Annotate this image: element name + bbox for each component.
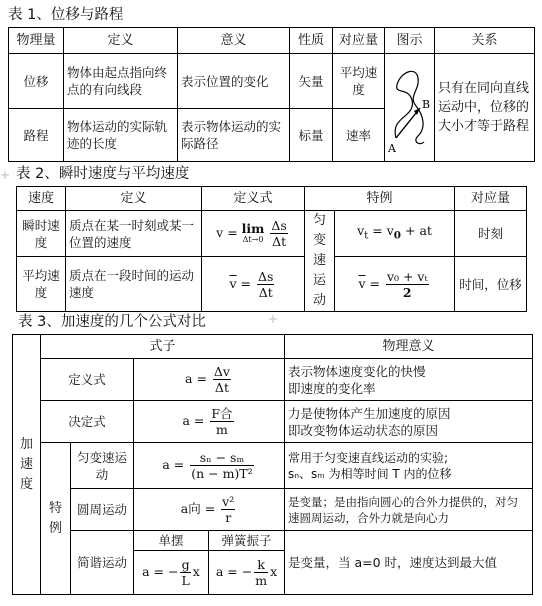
t3-sub-pendulum: 单摆 xyxy=(134,531,209,551)
t2-row-average-special xyxy=(335,257,455,312)
t3-row-decision-meaning: 力是使物体产生加速度的原因 即改变物体运动状态的原因 xyxy=(285,401,533,443)
t2-row-average-corresponding: 时间，位移 xyxy=(455,257,527,312)
formula-lhs: a = − xyxy=(142,564,179,579)
t3-special-label-text: 特例 xyxy=(48,500,62,536)
point-a-label: A xyxy=(387,141,396,155)
t3-row-definition-meaning: 表示物体速度变化的快慢 即速度的变化率 xyxy=(285,359,533,401)
table2-caption: 表 2、瞬时速度与平均速度 xyxy=(16,166,190,182)
fraction-numerator: v₀ + vₜ xyxy=(386,268,428,284)
fraction-denominator: r xyxy=(225,510,232,525)
t3-row-harmonic-meaning: 是变量，当 a=0 时，速度达到最大值 xyxy=(285,531,533,595)
limit-subscript: Δt→0 xyxy=(242,235,264,245)
t1-header-relation: 关系 xyxy=(435,28,535,54)
fraction-numerator: Δs xyxy=(271,218,287,234)
formula-lhs: a = xyxy=(182,413,205,428)
formula-equals: = xyxy=(236,275,252,291)
formula-lhs: a = xyxy=(162,457,185,472)
t2-row-average-name: 平均速度 xyxy=(17,257,66,312)
t2-header-corresponding: 对应量 xyxy=(455,187,527,211)
formula-lhs: a = xyxy=(185,371,207,386)
t1-header-nature: 性质 xyxy=(290,28,333,54)
t2-row-instant-corresponding: 时刻 xyxy=(455,211,527,257)
fraction-numerator: sₙ − sₘ xyxy=(190,450,253,466)
path-figure xyxy=(386,56,434,156)
fraction-denominator: 2 xyxy=(402,284,412,300)
fraction-denominator: Δt xyxy=(214,380,229,395)
t1-header-definition: 定义 xyxy=(64,28,178,54)
t3-header-formula: 式子 xyxy=(41,335,285,359)
formula-lhs: v = xyxy=(216,225,238,241)
t1-row-distance-nature: 标量 xyxy=(290,109,333,162)
formula-tail: x xyxy=(192,564,200,579)
t3-group-label-text: 加速度 xyxy=(19,436,33,492)
formula-mid: = v xyxy=(368,223,394,239)
t1-row-displacement-definition: 物体由起点指向终点的有向线段 xyxy=(64,54,178,109)
t3-row-circular-formula xyxy=(134,489,285,531)
formula-subscript: 0 xyxy=(393,229,402,242)
t2-row-average-formula xyxy=(202,257,305,312)
t3-pendulum-formula xyxy=(134,551,209,595)
t1-header-quantity: 物理量 xyxy=(9,28,64,54)
t3-row-decision-formula xyxy=(134,401,285,443)
plus-mark-icon: + xyxy=(0,168,11,182)
t1-header-corresponding: 对应量 xyxy=(333,28,385,54)
fraction-denominator: Δt xyxy=(272,234,287,250)
t1-row-distance-meaning: 表示物体运动的实际路径 xyxy=(178,109,290,162)
t3-special-label xyxy=(41,443,71,595)
fraction-numerator: Δs xyxy=(258,268,274,284)
t3-group-label xyxy=(13,335,41,595)
formula-tail: + at xyxy=(401,223,432,239)
t3-spring-formula xyxy=(209,551,285,595)
fraction xyxy=(210,406,233,437)
formula-lhs: $\overline{v}$ xyxy=(229,275,237,291)
limit-text: lim xyxy=(241,221,265,237)
t2-special-label-text: 匀变速运动 xyxy=(312,213,326,308)
formula-lhs: a向 = xyxy=(180,501,216,516)
t1-header-meaning: 意义 xyxy=(178,28,290,54)
t2-header-special: 特例 xyxy=(305,187,455,211)
t1-row-displacement-nature: 矢量 xyxy=(290,54,333,109)
table2 xyxy=(16,186,527,312)
t1-row-displacement-meaning: 表示位置的变化 xyxy=(178,54,290,109)
formula-lhs: v xyxy=(357,223,365,239)
fraction-denominator: m xyxy=(216,422,228,437)
fraction-denominator: Δt xyxy=(258,284,273,300)
fraction xyxy=(221,494,235,525)
formula-subscript: t xyxy=(364,229,369,242)
t1-row-distance-definition: 物体运动的实际轨迹的长度 xyxy=(64,109,178,162)
fraction-numerator: k xyxy=(254,557,268,573)
table1-caption: 表 1、位移与路程 xyxy=(8,7,124,23)
formula-tail: x xyxy=(270,564,278,579)
formula-equals: = xyxy=(365,275,380,291)
t3-sub-spring: 弹簧振子 xyxy=(209,531,285,551)
t1-row-displacement-corresponding: 平均速度 xyxy=(333,54,385,109)
t2-row-instant-name: 瞬时速度 xyxy=(17,211,66,257)
table1 xyxy=(8,27,535,162)
t1-figure-cell xyxy=(385,54,435,162)
plus-mark-icon: + xyxy=(268,312,279,326)
t2-header-speed: 速度 xyxy=(17,187,66,211)
t3-header-meaning: 物理意义 xyxy=(285,335,533,359)
t1-header-figure: 图示 xyxy=(385,28,435,54)
t3-row-decision-name: 决定式 xyxy=(41,401,134,443)
t2-row-instant-definition: 质点在某一时刻或某一位置的速度 xyxy=(66,211,202,257)
t1-row-distance-name: 路程 xyxy=(9,109,64,162)
formula-lhs: $\overline{v}$ xyxy=(358,275,366,291)
t2-header-definition: 定义 xyxy=(66,187,202,211)
t3-row-uniform-meaning: 常用于匀变速直线运动的实验; sₙ、sₘ 为相等时间 T 内的位移 xyxy=(285,443,533,489)
limit-operator xyxy=(242,223,265,244)
fraction xyxy=(190,450,253,481)
fraction-numerator: F合 xyxy=(211,406,233,421)
fraction-numerator: v² xyxy=(222,494,235,509)
fraction xyxy=(386,269,429,300)
formula-lhs: a = − xyxy=(215,564,253,579)
t3-row-definition-formula xyxy=(134,359,285,401)
t3-row-uniform-formula xyxy=(134,443,285,489)
t2-row-instant-special xyxy=(335,211,455,257)
fraction-denominator: (n − m)T² xyxy=(191,466,253,481)
fraction xyxy=(213,364,231,395)
fraction-denominator: m xyxy=(255,573,268,588)
t2-header-formula: 定义式 xyxy=(202,187,305,211)
t3-row-harmonic-name: 简谐运动 xyxy=(71,531,134,595)
t1-row-displacement-name: 位移 xyxy=(9,54,64,109)
t3-row-uniform-name: 匀变速运动 xyxy=(71,443,134,489)
t2-special-label xyxy=(305,211,335,312)
t2-row-instant-formula xyxy=(202,211,305,257)
fraction-numerator: g xyxy=(181,557,190,572)
fraction xyxy=(180,557,190,588)
fraction xyxy=(257,269,274,300)
fraction-numerator: Δv xyxy=(213,364,230,379)
t3-row-definition-name: 定义式 xyxy=(41,359,134,401)
table3 xyxy=(12,334,533,595)
t3-row-circular-meaning: 是变量；是由指向圆心的合外力提供的，对匀速圆周运动，合外力就是向心力 xyxy=(285,489,533,531)
fraction xyxy=(254,557,268,588)
t2-row-average-definition: 质点在一段时间的运动速度 xyxy=(66,257,202,312)
fraction xyxy=(270,218,287,249)
t1-relation: 只有在同向直线运动中，位移的大小才等于路程 xyxy=(435,54,535,162)
fraction-denominator: L xyxy=(181,573,190,588)
table3-caption: 表 3、加速度的几个公式对比 xyxy=(18,314,206,330)
t1-row-distance-corresponding: 速率 xyxy=(333,109,385,162)
point-b-label: B xyxy=(421,97,430,111)
t3-row-circular-name: 圆周运动 xyxy=(71,489,134,531)
